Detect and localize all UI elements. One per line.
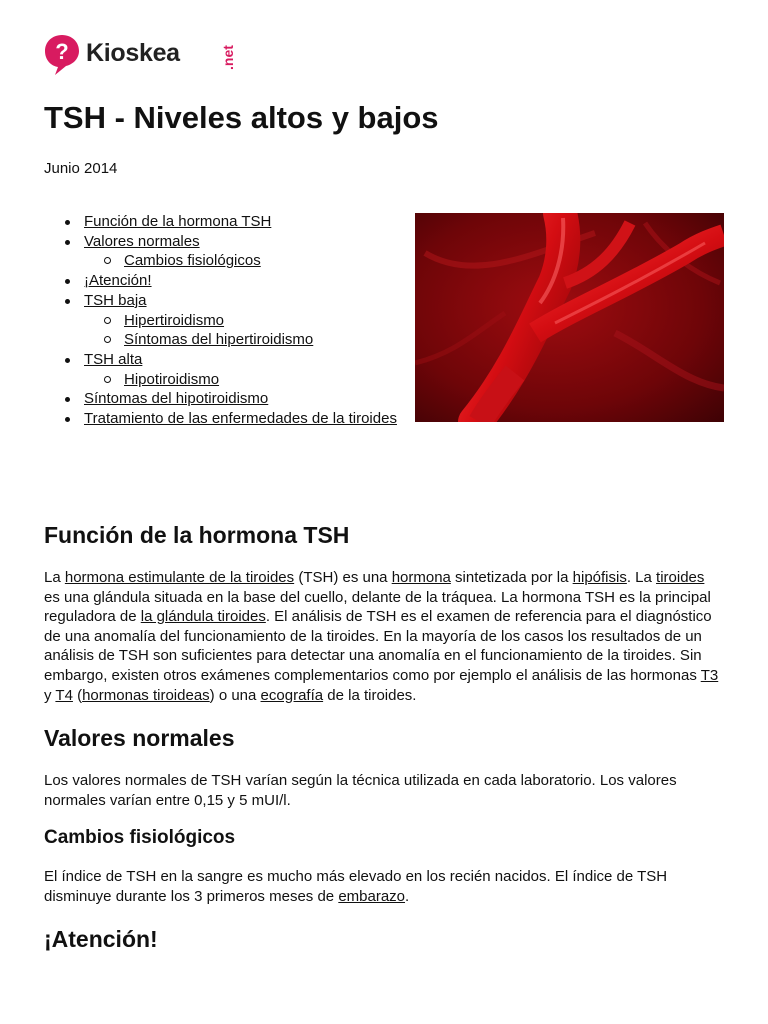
- toc-link[interactable]: Síntomas del hipotiroidismo: [84, 390, 269, 408]
- toc-item: [44, 409, 424, 429]
- heading-valores: Valores normales: [44, 725, 235, 751]
- paragraph-valores: [44, 771, 724, 810]
- question-speech-bubble-icon: [44, 34, 80, 76]
- hero-image: [415, 213, 724, 422]
- inline-link[interactable]: hormona estimulante de la tiroides: [64, 569, 295, 586]
- text-run: (TSH) es una: [294, 569, 392, 586]
- toc-link[interactable]: Cambios fisiológicos: [124, 252, 261, 270]
- page-title: TSH - Niveles altos y bajos: [44, 100, 439, 135]
- toc-link[interactable]: Valores normales: [84, 232, 200, 250]
- inline-link[interactable]: T4: [55, 686, 73, 704]
- text-run: ) o una: [209, 686, 261, 704]
- text-run: . La: [626, 569, 657, 586]
- brand-tld: .net: [220, 45, 236, 70]
- site-logo[interactable]: [44, 34, 236, 78]
- svg-text:?: ?: [55, 39, 69, 64]
- toc-item: [44, 251, 424, 271]
- toc-item: [44, 311, 424, 331]
- toc-link[interactable]: Función de la hormona TSH: [84, 213, 272, 230]
- toc-link[interactable]: Síntomas del hipertiroidismo: [124, 331, 314, 349]
- toc-link[interactable]: Tratamiento de las enfermedades de la tiroides: [84, 410, 397, 428]
- inline-link[interactable]: hormona: [391, 569, 451, 586]
- toc-item: [44, 350, 424, 370]
- toc-link[interactable]: TSH alta: [84, 350, 143, 368]
- text-run: de la tiroides.: [323, 686, 417, 704]
- text-run: (: [72, 686, 83, 704]
- text-run: Los valores normales de TSH varían según la técnica utilizada en cada laboratorio. Los valores normales varían entre 0,15 y 5 mUI/l.: [44, 772, 677, 809]
- inline-link[interactable]: la glándula tiroides: [140, 608, 266, 626]
- inline-link[interactable]: embarazo: [338, 887, 406, 905]
- toc-item: [44, 212, 424, 232]
- text-run: es una glándula situada en la base del cuello, delante de la tráquea. La hormona TSH es la principal reguladora de: [44, 588, 711, 626]
- toc-link[interactable]: Hipotiroidismo: [124, 370, 220, 388]
- text-run: sintetizada por la: [450, 569, 573, 586]
- blood-vessels-image: [415, 213, 724, 422]
- text-run: y: [44, 686, 56, 704]
- inline-link[interactable]: tiroides: [656, 569, 705, 586]
- toc-link[interactable]: ¡Atención!: [84, 272, 152, 290]
- table-of-contents: [44, 212, 424, 429]
- toc-link[interactable]: Hipertiroidismo: [124, 311, 225, 329]
- toc-item: [44, 291, 424, 311]
- text-run: . El análisis de TSH es el examen de referencia para el diagnóstico de una anomalía del funcionamiento de la tiroides. En la mayoría de los casos los resultados de un análisis de TSH son suficientes para detectar una anomalía en el funcionamiento de la tiroides. Sin embargo, existen otros exámenes complementarios como por ejemplo el análisis de las hormonas: [44, 608, 712, 684]
- text-run: .: [405, 887, 410, 905]
- toc-list: [44, 212, 424, 429]
- heading-cambios: Cambios fisiológicos: [44, 827, 236, 848]
- inline-link[interactable]: T3: [700, 666, 719, 684]
- text-run: La: [44, 569, 65, 586]
- toc-item: [44, 232, 424, 252]
- heading-atencion: ¡Atención!: [44, 926, 158, 952]
- paragraph-cambios: [44, 867, 724, 906]
- text-run: El índice de TSH en la sangre es mucho más elevado en los recién nacidos. El índice de TSH disminuye durante los 3 primeros meses de: [44, 868, 668, 905]
- heading-funcion: Función de la hormona TSH: [44, 522, 350, 548]
- inline-link[interactable]: hipófisis: [572, 569, 627, 586]
- brand-name: Kioskea: [86, 39, 180, 67]
- toc-item: [44, 330, 424, 350]
- paragraph-funcion: [44, 568, 724, 705]
- toc-item: [44, 271, 424, 291]
- publish-date: Junio 2014: [44, 160, 118, 177]
- inline-link[interactable]: hormonas tiroideas: [82, 686, 210, 704]
- toc-link[interactable]: TSH baja: [84, 291, 147, 309]
- toc-item: [44, 370, 424, 390]
- toc-item: [44, 389, 424, 409]
- inline-link[interactable]: ecografía: [260, 686, 324, 704]
